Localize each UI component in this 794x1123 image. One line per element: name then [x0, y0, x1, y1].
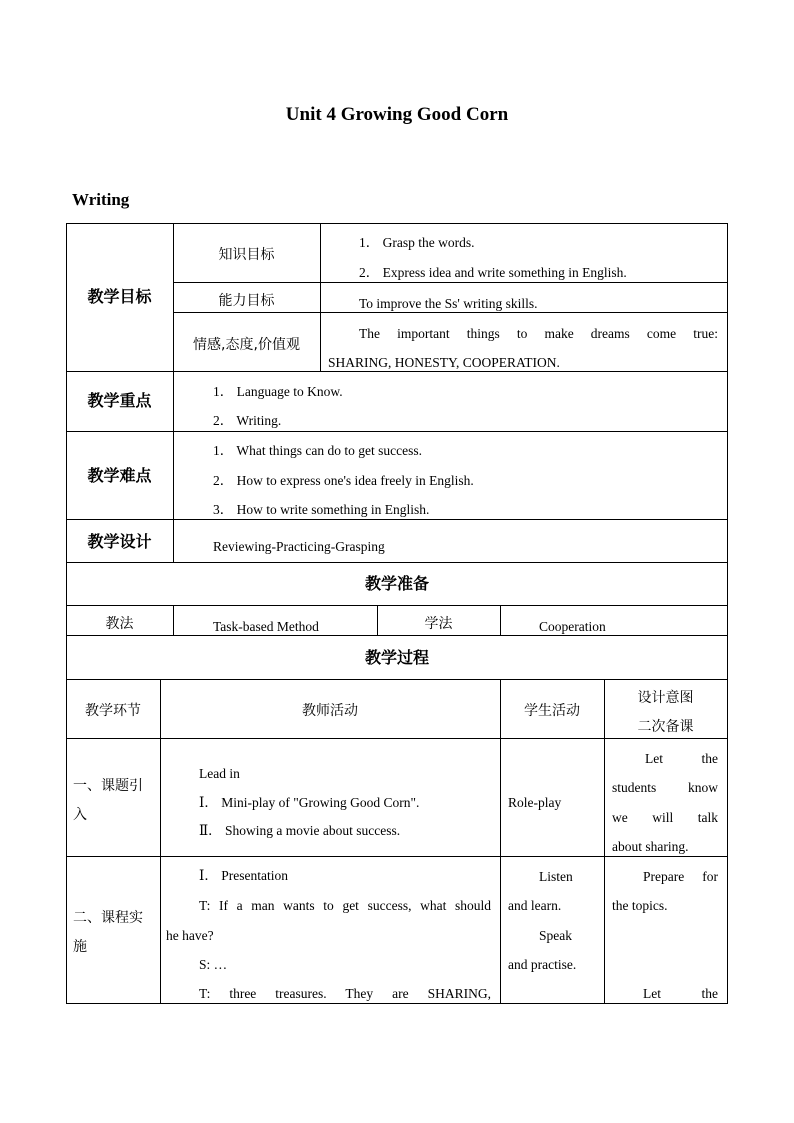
key-points-header: 教学重点: [87, 391, 152, 410]
stage-text: 一、课题引: [73, 778, 143, 794]
teacher-activity-line: Ⅱ． Showing a movie about success.: [199, 823, 401, 838]
student-activity-line: and learn.: [508, 898, 562, 913]
column-header-teacher: 教师活动: [302, 703, 358, 719]
teacher-activity-line: Ⅰ． Presentation: [199, 868, 288, 883]
stage-text: 施: [73, 939, 87, 955]
design-intent-line: the topics.: [612, 898, 668, 913]
knowledge-item: 1． Grasp the words.: [359, 235, 475, 250]
teacher-activity-line: he have?: [166, 928, 214, 943]
ability-text: To improve the Ss' writing skills.: [359, 296, 538, 311]
teacher-activity-line: Ⅰ． Mini-play of "Growing Good Corn".: [199, 795, 420, 810]
column-header-second-prep: 二次备课: [637, 719, 694, 735]
difficulty-item: 1． What things can do to get success.: [213, 443, 422, 458]
student-activity-line: Speak: [539, 928, 572, 943]
design-intent-line: Let the: [645, 751, 718, 766]
section-label: Writing: [72, 190, 130, 209]
difficulties-header: 教学难点: [87, 466, 152, 485]
design-intent-line: about sharing.: [612, 839, 689, 854]
table-line: [320, 223, 321, 371]
stage-text: 二、课程实: [73, 910, 143, 926]
difficulty-item: 3． How to write something in English.: [213, 502, 430, 517]
table-line: [500, 605, 501, 635]
table-line: [66, 562, 728, 563]
preparation-header: 教学准备: [364, 574, 429, 593]
key-point-item: 1． Language to Know.: [213, 384, 343, 399]
student-activity-line: Listen: [539, 869, 573, 884]
teacher-activity-line: S: …: [199, 957, 228, 972]
column-header-intent: 设计意图: [637, 690, 694, 706]
table-line: [727, 223, 728, 1004]
teacher-activity-line: T: three treasures. They are SHARING,: [199, 986, 491, 1001]
objectives-header: 教学目标: [87, 287, 152, 306]
design-header: 教学设计: [87, 532, 152, 551]
emotion-text-line2: SHARING, HONESTY, COOPERATION.: [328, 355, 560, 370]
table-line: [500, 679, 501, 1004]
teacher-activity-line: T: If a man wants to get success, what should: [199, 898, 491, 913]
study-label: 学法: [424, 616, 453, 632]
emotion-label: 情感,态度,价值观: [193, 337, 300, 353]
design-intent-line: Let the: [643, 986, 718, 1001]
method-value: Task-based Method: [213, 619, 319, 634]
ability-label: 能力目标: [218, 293, 275, 309]
emotion-text-line1: The important things to make dreams come true:: [359, 326, 718, 341]
column-header-stage: 教学环节: [85, 703, 141, 719]
process-header: 教学过程: [364, 648, 429, 667]
student-activity-line: Role-play: [508, 795, 562, 810]
table-line: [173, 223, 174, 562]
table-line: [160, 679, 161, 1004]
design-text: Reviewing-Practicing-Grasping: [213, 539, 385, 554]
table-line: [173, 605, 174, 635]
design-intent-line: we will talk: [612, 810, 718, 825]
study-value: Cooperation: [539, 619, 606, 634]
teacher-activity-line: Lead in: [199, 766, 240, 781]
knowledge-item: 2． Express idea and write something in English.: [359, 265, 627, 280]
design-intent-line: students know: [612, 780, 718, 795]
knowledge-label: 知识目标: [218, 247, 275, 263]
design-intent-line: Prepare for: [643, 869, 718, 884]
table-line: [66, 679, 728, 680]
table-line: [66, 223, 728, 224]
stage-text: 入: [73, 807, 87, 823]
page-title: Unit 4 Growing Good Corn: [285, 104, 509, 125]
key-point-item: 2． Writing.: [213, 413, 282, 428]
method-label: 教法: [105, 616, 134, 632]
column-header-student: 学生活动: [524, 703, 580, 719]
student-activity-line: and practise.: [508, 957, 577, 972]
difficulty-item: 2． How to express one's idea freely in English.: [213, 473, 474, 488]
table-line: [66, 605, 728, 606]
